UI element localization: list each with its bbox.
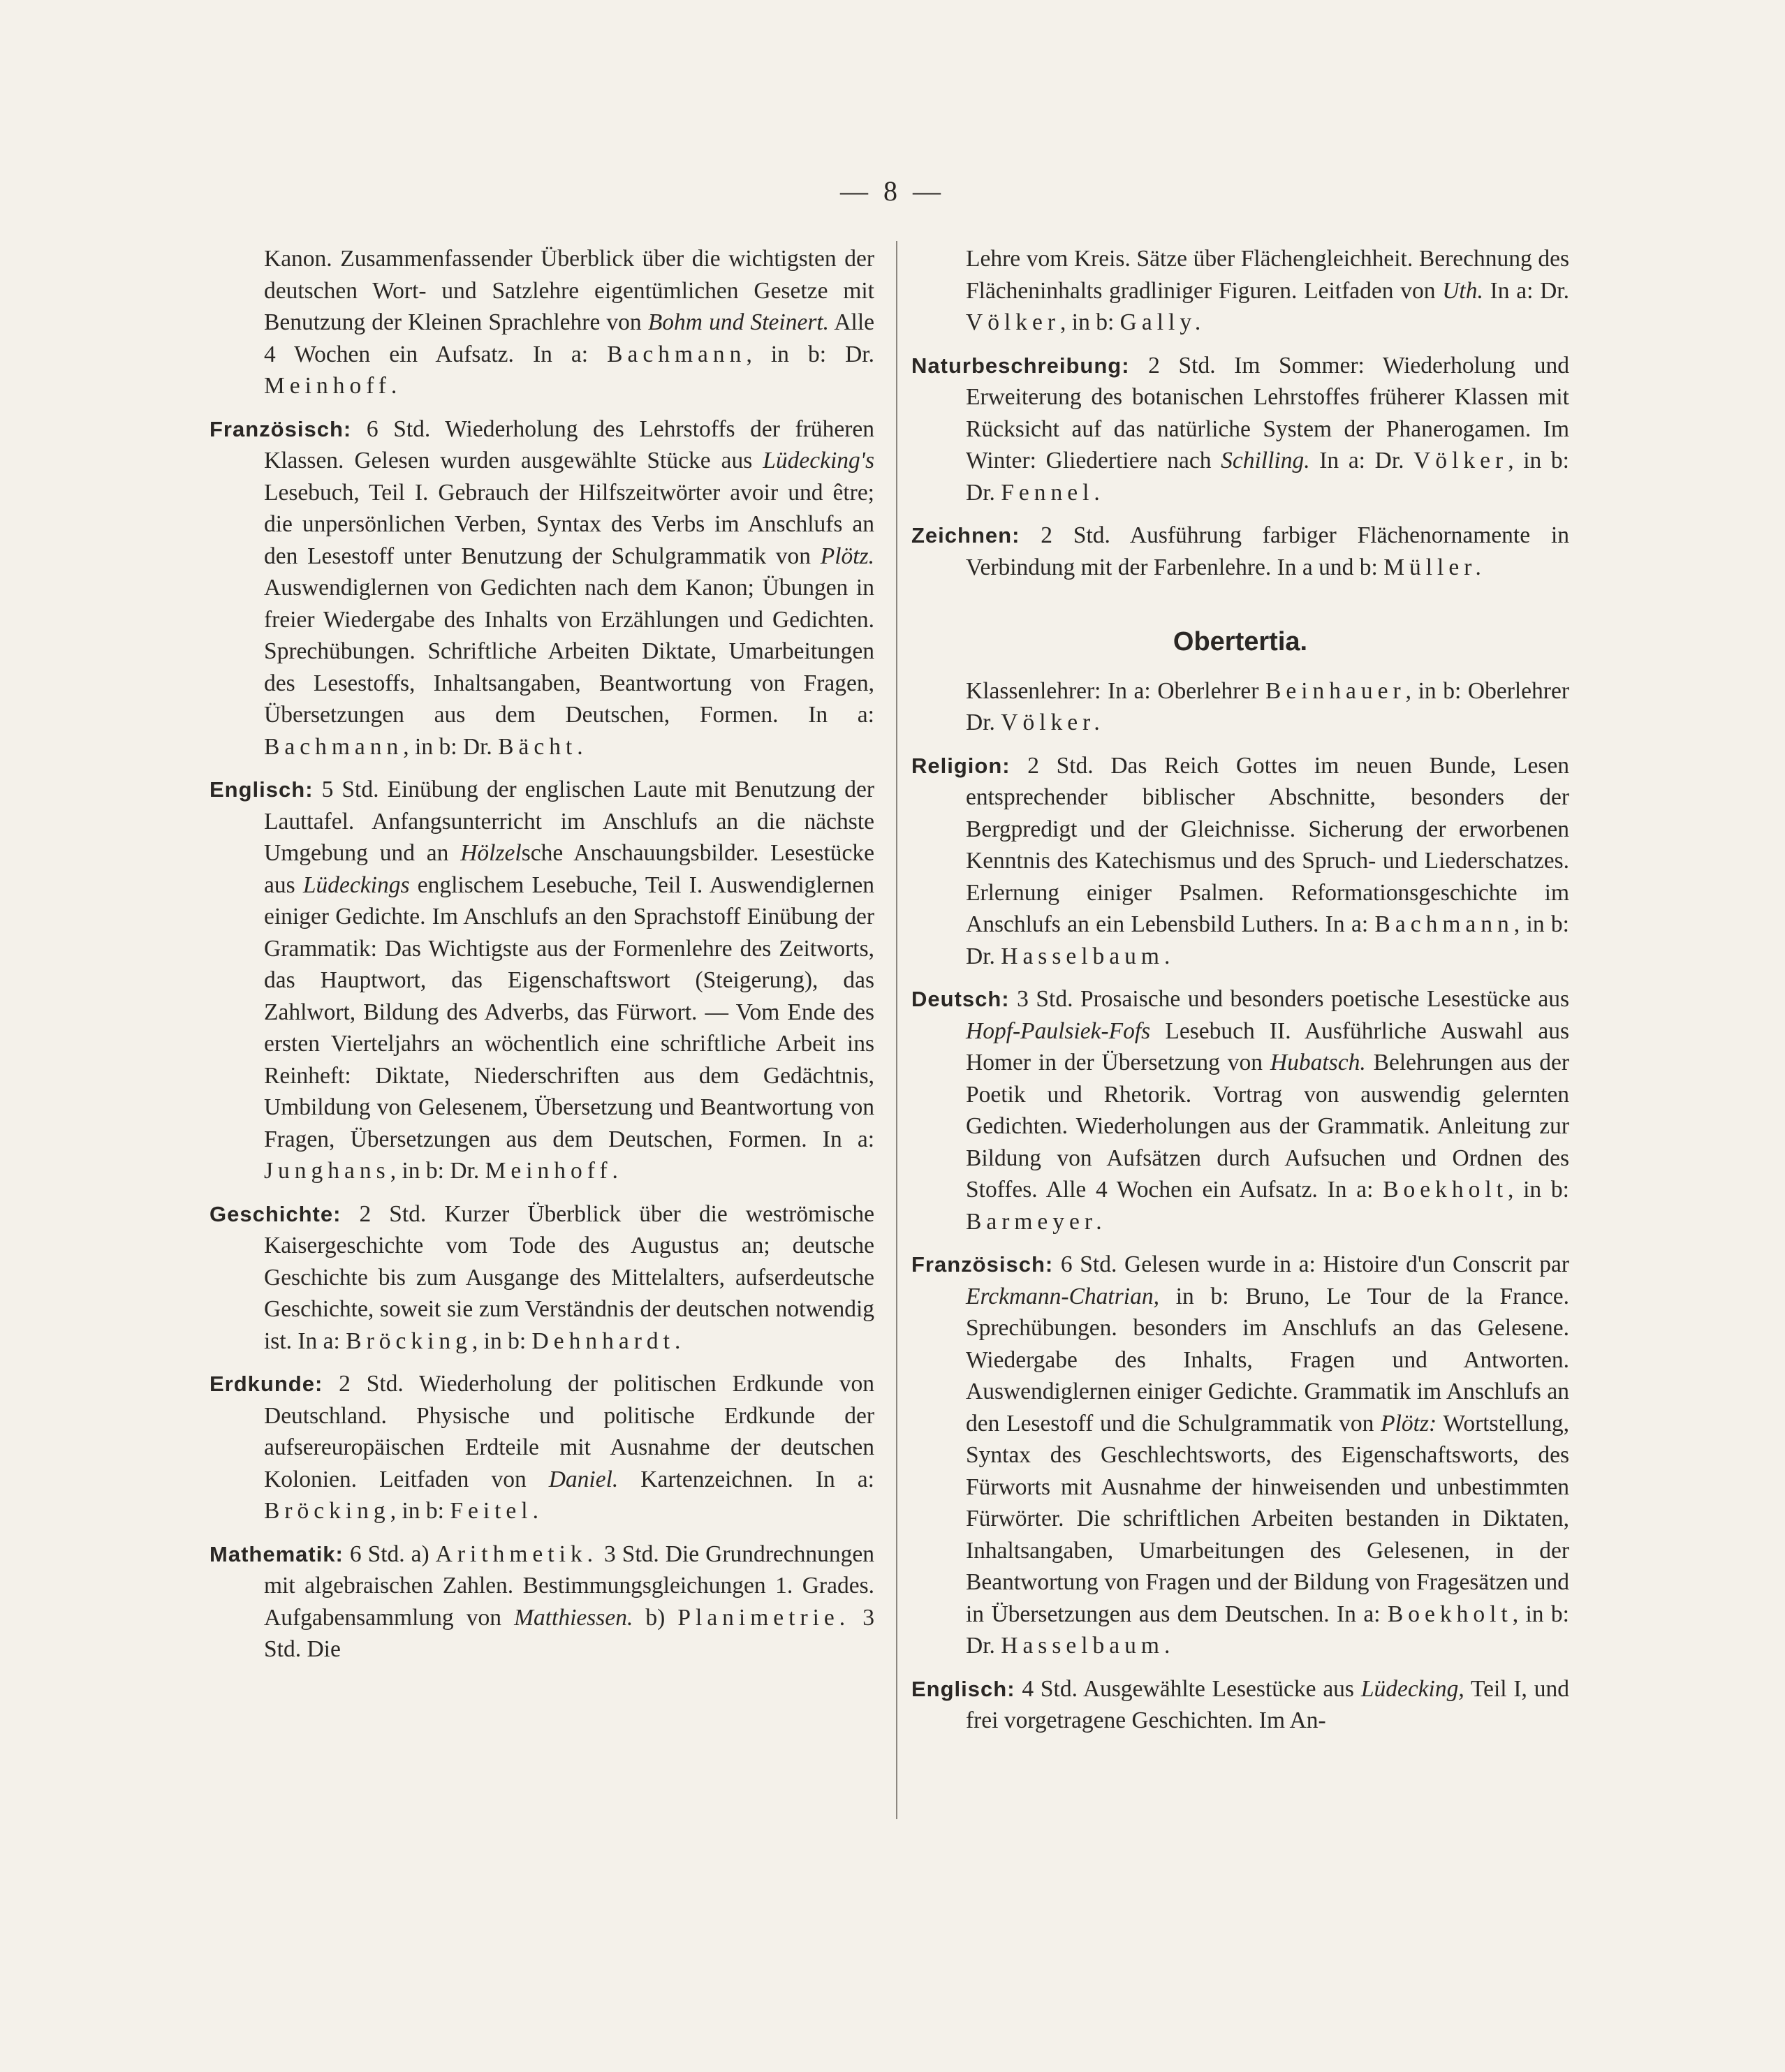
paragraph-englisch-ot: Englisch: 4 Std. Ausgewählte Lesestücke aus Lüdecking, Teil I, und frei vorgetragene Geschichten. Im An-	[911, 1675, 1569, 1733]
paragraph-geschichte: Geschichte: 2 Std. Kurzer Überblick über die weströmische Kaisergeschichte vom Tode des Augustus an; deutsche Geschichte bis zum Ausgange des Mittelalters, aufserdeutsche Geschichte, soweit sie zum Verständnis der deutschen notwendig ist. In a: Bröcking, in b: Dehnhardt.	[210, 1200, 874, 1354]
paragraph-deutsch-continued: Kanon. Zusammenfassender Überblick über die wichtigsten der deutschen Wort- und Satzlehre eigentümlichen Gesetze mit Benutzung der Kleinen Sprachlehre von Bohm und Steinert. Alle 4 Wochen ein Aufsatz. In a: Bachmann, in b: Dr. Meinhoff.	[264, 246, 874, 399]
subject-heading: Englisch:	[911, 1676, 1015, 1701]
paragraph-deutsch: Deutsch: 3 Std. Prosaische und besonders poetische Lesestücke aus Hopf-Paulsiek-Fofs Lesebuch II. Ausführliche Auswahl aus Homer in der Übersetzung von Hubatsch. Belehrungen aus der Poetik und Rhetorik. Vortrag von auswendig gelernten Gedichten. Wiederholungen aus der Grammatik. Anleitung zur Bildung von Aufsätzen durch Aufsuchen und Ordnen des Stoffes. Alle 4 Wochen ein Aufsatz. In a: Boekholt, in b: Barmeyer.	[911, 986, 1569, 1235]
subject-heading: Mathematik:	[210, 1541, 344, 1566]
paragraph-religion: Religion: 2 Std. Das Reich Gottes im neuen Bunde, Lesen entsprechender biblischer Abschnitte, besonders der Bergpredigt und der Gleichnisse. Sicherung der erworbenen Kenntnis des Katechismus und des Spruch- und Liederschatzes. Erlernung einiger Psalmen. Reformationsgeschichte im Anschlufs an ein Lebensbild Luthers. In a: Bachmann, in b: Dr. Hasselbaum.	[911, 752, 1569, 969]
paragraph-franzoesisch: Französisch: 6 Std. Wiederholung des Lehrstoffs der früheren Klassen. Gelesen wurden ausgewählte Stücke aus Lüdecking's Lesebuch, Teil I. Gebrauch der Hilfszeitwörter avoir und être; die unpersönlichen Verben, Syntax des Verbs im Anschlufs an den Lesestoff unter Benutzung der Schulgrammatik von Plötz. Auswendiglernen von Gedichten nach dem Kanon; Übungen in freier Wiedergabe des Inhalts von Erzählungen und Gedichten. Sprechübungen. Schriftliche Arbeiten Diktate, Umarbeitungen des Lesestoffs, Inhaltsangaben, Beantwortung von Fragen, Übersetzungen aus dem Deutschen, Formen. In a: Bachmann, in b: Dr. Bächt.	[210, 416, 874, 760]
subject-heading: Geschichte:	[210, 1201, 341, 1226]
subject-heading: Französisch:	[911, 1252, 1054, 1277]
subject-heading: Erdkunde:	[210, 1372, 323, 1396]
paragraph-mathematik-continued: Lehre vom Kreis. Sätze über Flächengleichheit. Berechnung des Flächeninhalts gradliniger Figuren. Leitfaden von Uth. In a: Dr. Völker, in b: Gally.	[966, 246, 1569, 335]
paragraph-zeichnen: Zeichnen: 2 Std. Ausführung farbiger Flächenornamente in Verbindung mit der Farbenlehre. In a und b: Müller.	[911, 522, 1569, 580]
paragraph-erdkunde: Erdkunde: 2 Std. Wiederholung der politischen Erdkunde von Deutschland. Physische und politische Erdkunde der aufsereuropäischen Erdteile mit Ausnahme der deutschen Kolonien. Leitfaden von Daniel. Kartenzeichnen. In a: Bröcking, in b: Feitel.	[210, 1371, 874, 1524]
page-number: — 8 —	[840, 175, 945, 207]
section-heading-obertertia: Obertertia.	[1173, 627, 1308, 656]
right-column	[911, 243, 1569, 1748]
class-teacher-line: Klassenlehrer: In a: Oberlehrer Beinhauer, in b: Oberlehrer Dr. Völker.	[966, 677, 1569, 735]
subject-heading: Englisch:	[210, 777, 314, 802]
subject-heading: Zeichnen:	[911, 523, 1020, 548]
left-column	[210, 243, 874, 1677]
paragraph-naturbeschreibung: Naturbeschreibung: 2 Std. Im Sommer: Wiederholung und Erweiterung des botanischen Lehrstoffes früherer Klassen mit Rücksicht auf das natürliche System der Phanerogamen. Im Winter: Gliedertiere nach Schilling. In a: Dr. Völker, in b: Dr. Fennel.	[911, 352, 1569, 506]
subject-heading: Französisch:	[210, 416, 352, 441]
paragraph-mathematik: Mathematik: 6 Std. a) Arithmetik. 3 Std. Die Grundrechnungen mit algebraischen Zahlen. Bestimmungsgleichungen 1. Grades. Aufgabensammlung von Matthiessen. b) Planimetrie. 3 Std. Die	[210, 1541, 875, 1662]
paragraph-englisch: Englisch: 5 Std. Einübung der englischen Laute mit Benutzung der Lauttafel. Anfangsunterricht im Anschlufs an die nächste Umgebung und an Hölzelsche Anschauungsbilder. Lesestücke aus Lüdeckings englischem Lesebuche, Teil I. Auswendiglernen einiger Gedichte. Im Anschlufs an den Sprachstoff Einübung der Grammatik: Das Wichtigste aus der Formenlehre des Zeitworts, das Hauptwort, das Eigenschaftswort (Steigerung), das Zahlwort, Bildung des Adverbs, das Fürwort. — Vom Ende des ersten Vierteljahrs an wöchentlich eine schriftliche Arbeit ins Reinheft: Diktate, Niederschriften aus dem Gedächtnis, Umbildung von Gelesenem, Übersetzung und Beantwortung von Fragen, Übersetzungen aus dem Deutschen, Formen. In a: Junghans, in b: Dr. Meinhoff.	[210, 777, 874, 1184]
subject-heading: Religion:	[911, 753, 1011, 778]
subject-heading: Naturbeschreibung:	[911, 353, 1130, 378]
paragraph-franzoesisch-ot: Französisch: 6 Std. Gelesen wurde in a: Histoire d'un Conscrit par Erckmann-Chatrian, in b: Bruno, Le Tour de la France. Sprechübungen. besonders im Anschlufs an das Gelesene. Wiedergabe des Inhalts, Fragen und Antworten. Auswendiglernen einiger Gedichte. Grammatik im Anschlufs an den Lesestoff und die Schulgrammatik von Plötz: Wortstellung, Syntax des Geschlechtsworts, des Eigenschaftsworts, des Fürworts mit Ausnahme der hinweisenden und unbestimmten Fürwörter. Die schriftlichen Arbeiten bestanden in Diktaten, Inhaltsangaben, Umarbeitungen des Gelesenen, in der Beantwortung von Fragen und der Bildung von Fragesätzen und in Übersetzungen aus dem Deutschen. In a: Boekholt, in b: Dr. Hasselbaum.	[911, 1251, 1569, 1659]
column-divider	[896, 241, 897, 1819]
subject-heading: Deutsch:	[911, 987, 1010, 1011]
